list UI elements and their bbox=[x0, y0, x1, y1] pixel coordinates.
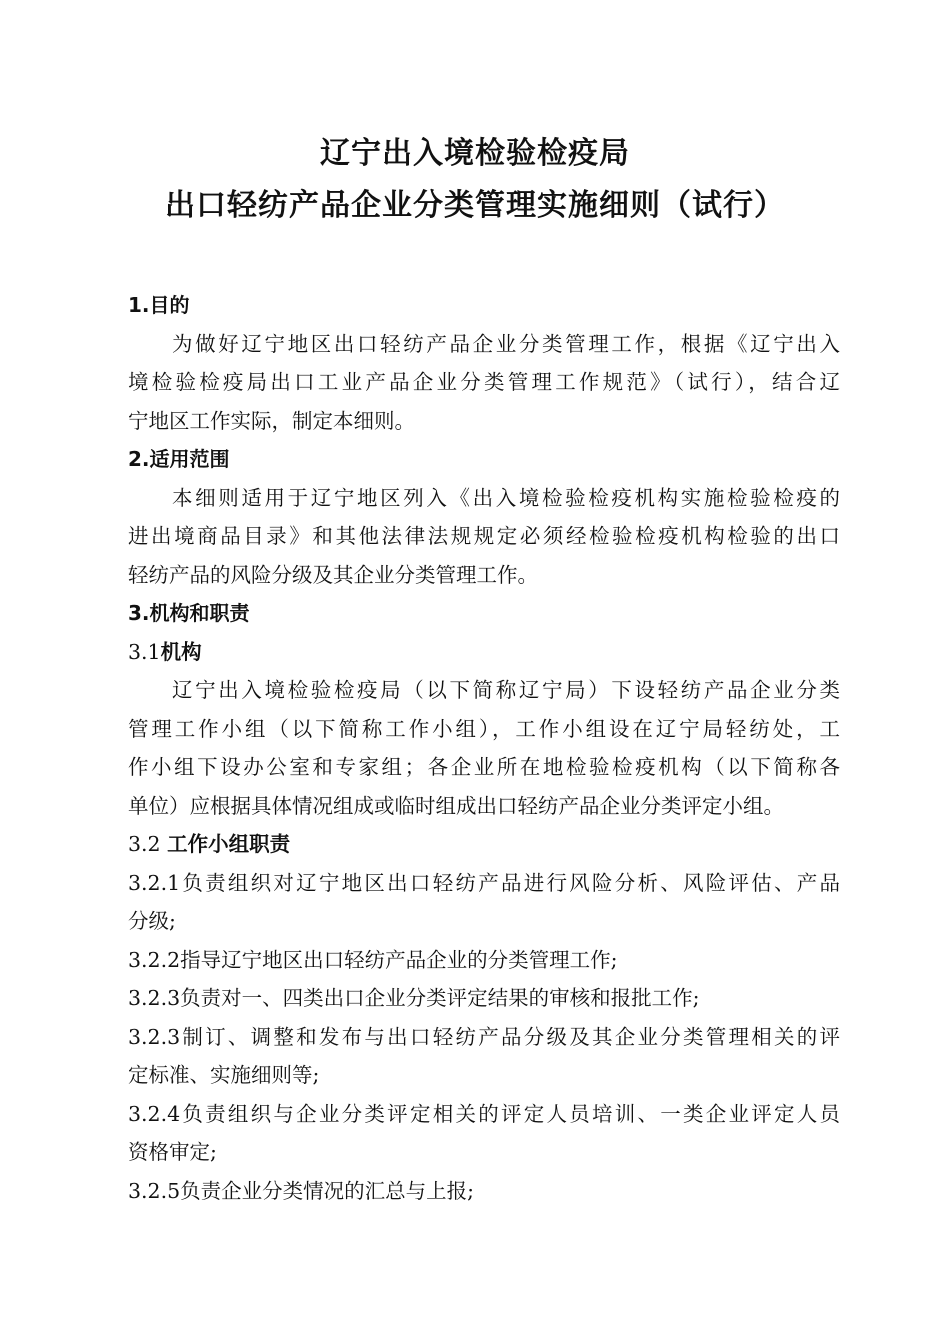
duty-item-line: 定标准、实施细则等; bbox=[128, 1063, 320, 1087]
section-3-heading: 3.机构和职责 bbox=[128, 601, 250, 625]
duty-item-line: 3.2.3制订、调整和发布与出口轻纺产品分级及其企业分类管理相关的评 bbox=[128, 1024, 840, 1049]
section-2-line: 轻纺产品的风险分级及其企业分类管理工作。 bbox=[128, 562, 538, 587]
subsection-3-1-number: 3.1 bbox=[128, 639, 161, 664]
duty-item-line: 3.2.2指导辽宁地区出口轻纺产品企业的分类管理工作; bbox=[128, 947, 618, 972]
duty-item-line: 3.2.5负责企业分类情况的汇总与上报; bbox=[128, 1178, 475, 1203]
subsection-3-1-line: 管理工作小组（以下简称工作小组），工作小组设在辽宁局轻纺处，工 bbox=[128, 716, 840, 741]
subsection-3-1-line: 辽宁出入境检验检疫局（以下简称辽宁局）下设轻纺产品企业分类 bbox=[172, 678, 840, 702]
section-2-line: 进出境商品目录》和其他法律法规规定必须经检验检疫机构检验的出口 bbox=[128, 524, 840, 548]
section-1-line: 为做好辽宁地区出口轻纺产品企业分类管理工作，根据《辽宁出入 bbox=[172, 331, 840, 356]
document-title-line2: 出口轻纺产品企业分类管理实施细则（试行） bbox=[165, 188, 785, 223]
section-1-heading: 1.目的 bbox=[128, 293, 190, 317]
subsection-3-2-number: 3.2 bbox=[128, 832, 161, 856]
duty-item-line: 资格审定; bbox=[128, 1140, 217, 1164]
subsection-3-2-heading bbox=[128, 825, 840, 864]
duty-item-line: 3.2.4负责组织与企业分类评定相关的评定人员培训、一类企业评定人员 bbox=[128, 1101, 840, 1126]
subsection-3-1-line: 单位）应根据具体情况组成或临时组成出口轻纺产品企业分类评定小组。 bbox=[128, 793, 784, 818]
section-1-line: 宁地区工作实际，制定本细则。 bbox=[128, 408, 415, 433]
subsection-3-2-label: 工作小组职责 bbox=[167, 832, 291, 856]
duty-item-line: 3.2.3负责对一、四类出口企业分类评定结果的审核和报批工作; bbox=[128, 986, 700, 1010]
subsection-3-1-label: 机构 bbox=[160, 639, 202, 664]
subsection-3-1-heading bbox=[128, 633, 840, 672]
section-1-line: 境检验检疫局出口工业产品企业分类管理工作规范》（试行），结合辽 bbox=[128, 370, 840, 394]
document-body bbox=[128, 286, 840, 1210]
section-2-heading: 2.适用范围 bbox=[128, 447, 230, 471]
duty-item-line: 3.2.1负责组织对辽宁地区出口轻纺产品进行风险分析、风险评估、产品 bbox=[128, 870, 840, 895]
subsection-3-1-line: 作小组下设办公室和专家组；各企业所在地检验检疫机构（以下简称各 bbox=[128, 755, 840, 779]
section-2-line: 本细则适用于辽宁地区列入《出入境检验检疫机构实施检验检疫的 bbox=[172, 485, 840, 510]
document-title-line1: 辽宁出入境检验检疫局 bbox=[320, 136, 630, 171]
duty-item-line: 分级; bbox=[128, 909, 176, 933]
